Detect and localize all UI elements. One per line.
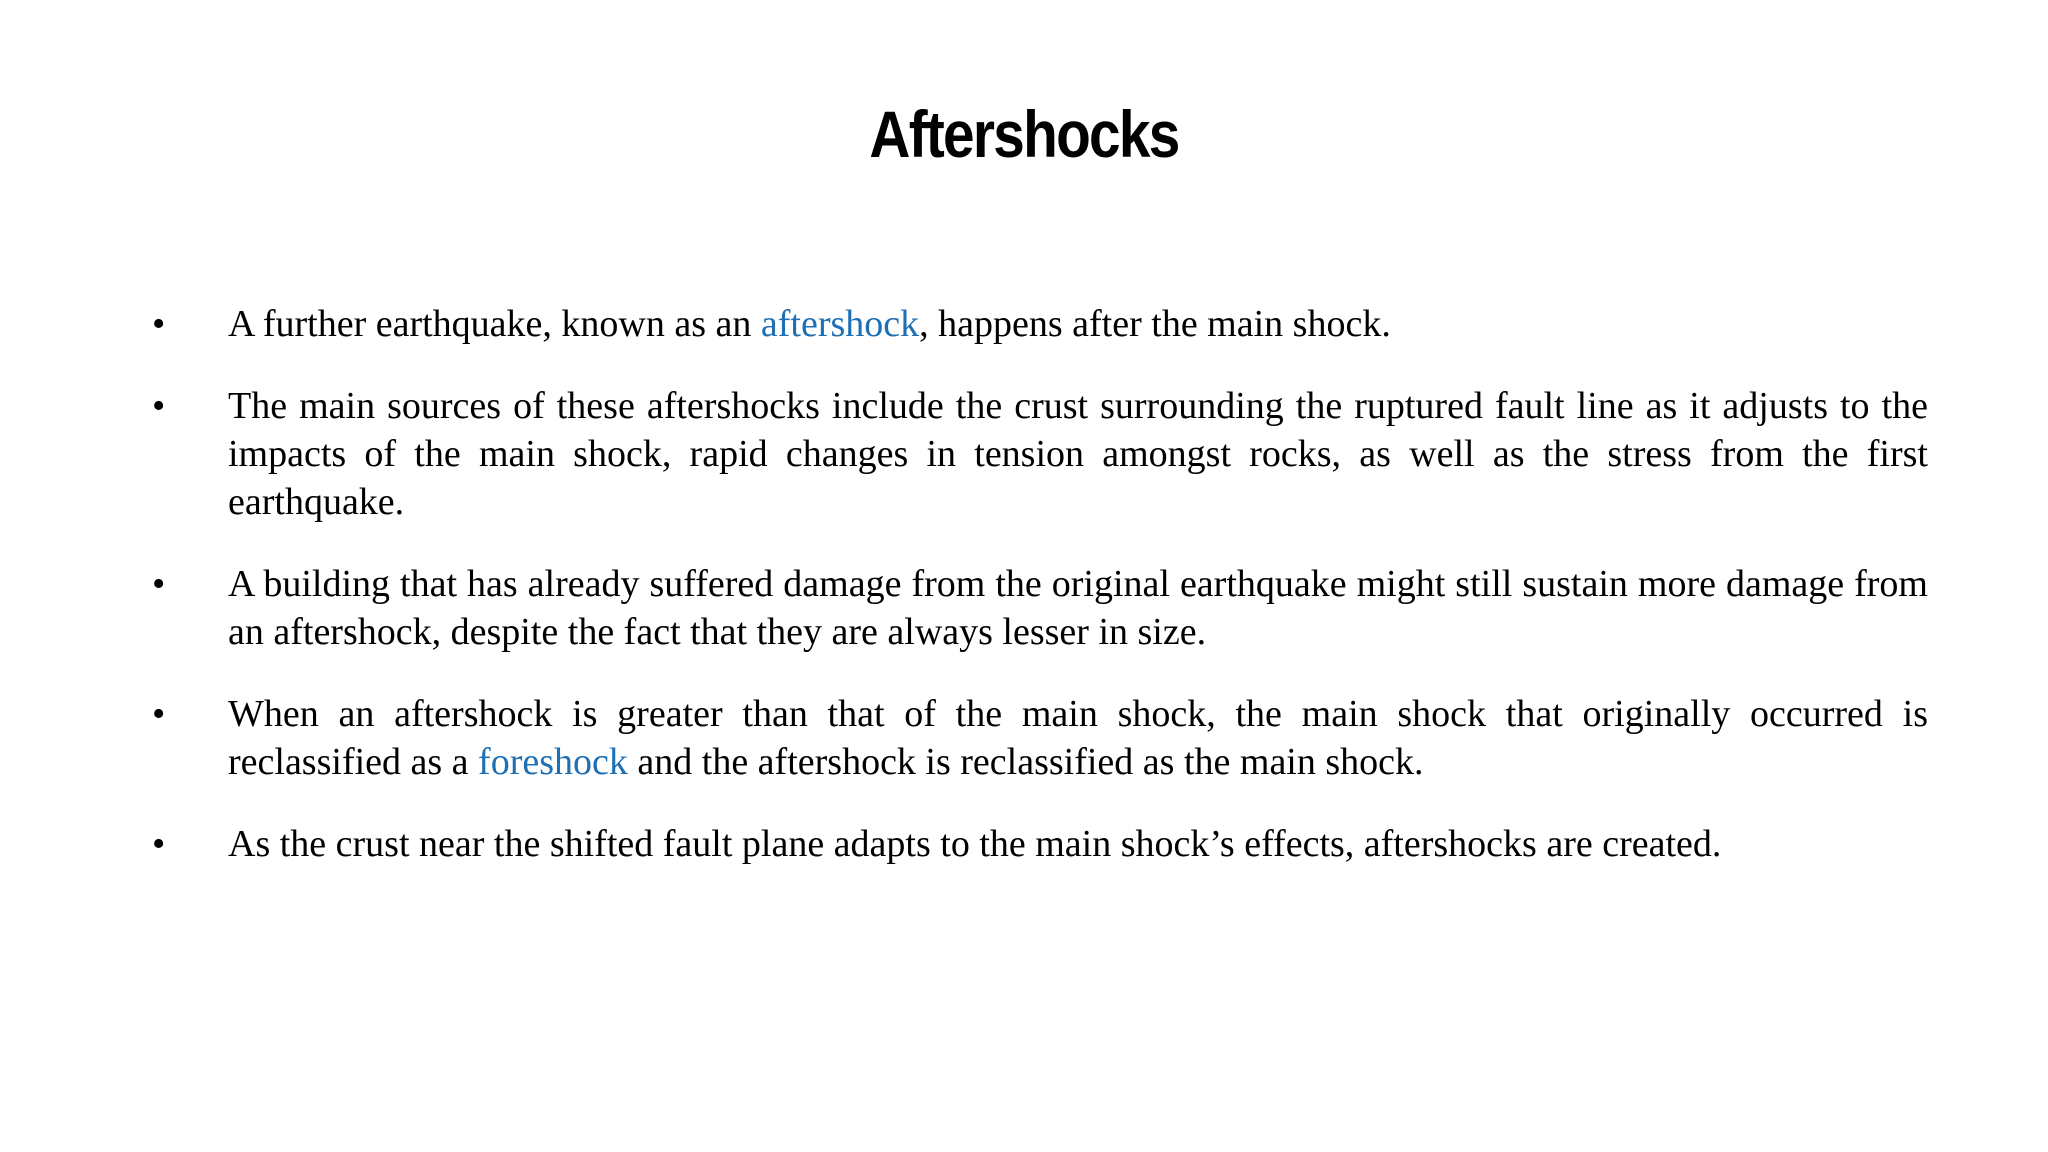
bullet-text: A building that has already suffered damage from the original earthquake might still sustain more damage from an aftershock, despite the fact that they are always lesser in size. xyxy=(228,563,1928,653)
bullet-text: A further earthquake, known as an xyxy=(228,303,761,345)
bullet-list xyxy=(148,300,1928,902)
bullet-text: The main sources of these aftershocks include the crust surrounding the ruptured fault line as it adjusts to the impacts of the main shock, rapid changes in tension amongst rocks, as well as the stress from the first earthquake. xyxy=(228,385,1928,523)
bullet-text: and the aftershock is reclassified as the main shock. xyxy=(627,741,1424,783)
bullet-text: As the crust near the shifted fault plane adapts to the main shock’s effects, aftershocks are created. xyxy=(228,823,1722,865)
bullet-marker: • xyxy=(152,823,166,865)
bullet-marker: • xyxy=(152,563,166,605)
keyword-foreshock: foreshock xyxy=(478,741,628,783)
bullet-text: When an aftershock is greater than that of the main shock, the main shock that originally occurred is reclassified as a xyxy=(228,693,1928,783)
bullet-item xyxy=(148,300,1928,348)
bullet-item xyxy=(148,820,1928,868)
slide-title: Aftershocks xyxy=(869,97,1179,171)
bullet-item xyxy=(148,560,1928,656)
bullet-marker: • xyxy=(152,693,166,735)
bullet-item xyxy=(148,382,1928,526)
bullet-text: , happens after the main shock. xyxy=(919,303,1391,345)
bullet-item xyxy=(148,690,1928,786)
keyword-aftershock: aftershock xyxy=(760,303,920,345)
bullet-marker: • xyxy=(152,303,166,345)
bullet-marker: • xyxy=(152,385,166,427)
